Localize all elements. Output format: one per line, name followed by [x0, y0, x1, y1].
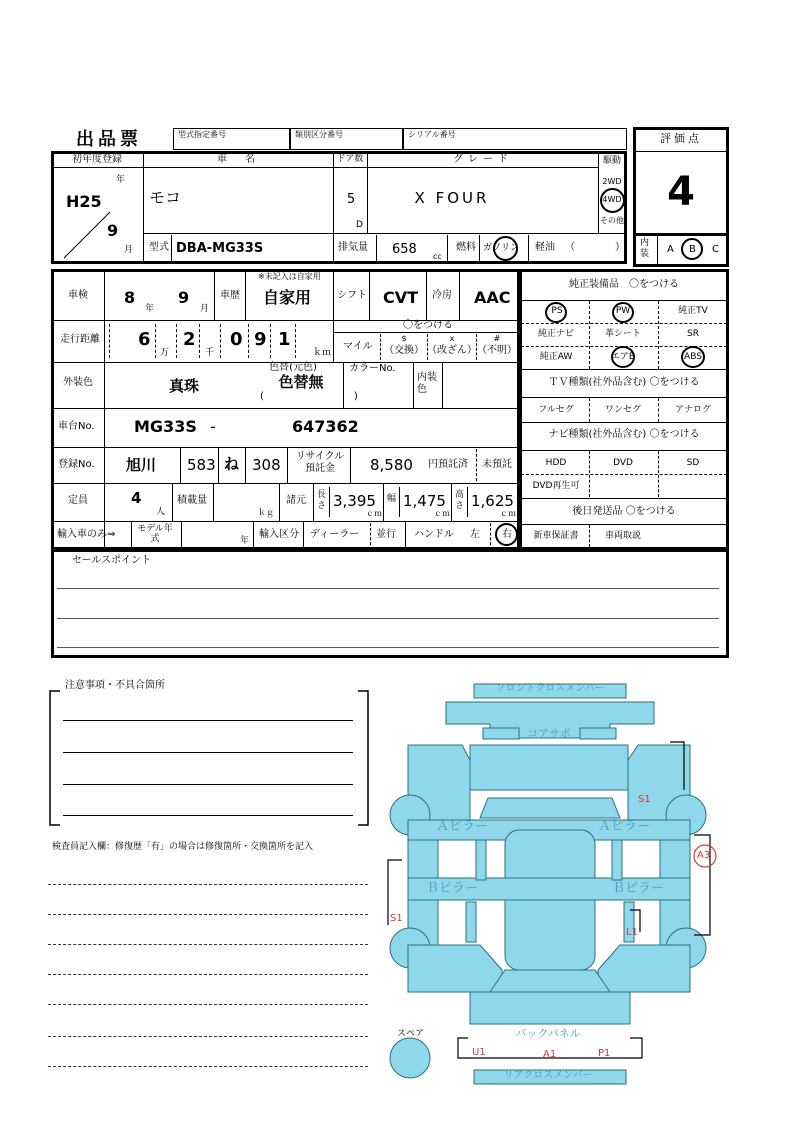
equip-airbag-circle: [611, 346, 635, 368]
details-block: [51, 269, 520, 550]
mileage-digit-4: 9: [254, 329, 267, 350]
equip-sr[interactable]: SR: [687, 329, 699, 339]
mile-label[interactable]: マイル: [343, 341, 373, 352]
score-value: 4: [667, 169, 695, 215]
grade-label: グレード: [453, 154, 513, 165]
drive-4wd-circle: [600, 188, 625, 213]
displacement-unit: cc: [433, 252, 442, 261]
equip-aw[interactable]: 純正AW: [539, 352, 573, 362]
model-year-unit: 年: [240, 536, 250, 546]
year-unit: 年: [116, 175, 126, 185]
capacity-value: 4: [131, 489, 142, 507]
first-reg-label: 初年度登録: [72, 154, 122, 165]
ac-value: AAC: [474, 288, 511, 307]
length-value: 3,395: [333, 492, 376, 510]
reg-number: 308: [252, 456, 281, 474]
recycle-deposited[interactable]: 円預託済: [428, 459, 468, 470]
length-unit: ｃｍ: [366, 509, 382, 518]
shift-value: CVT: [383, 288, 419, 307]
tv-title: ＴＶ種類(社外品含む) 〇をつける: [548, 377, 700, 388]
navi-dvd[interactable]: DVD: [613, 458, 633, 468]
grade-value: X FOUR: [414, 189, 490, 207]
category-label: 類別区分番号: [295, 130, 343, 139]
height-unit: ｃｍ: [500, 509, 516, 518]
navi-sd[interactable]: SD: [686, 458, 700, 468]
inspection-month-unit: 月: [200, 304, 210, 314]
equip-abs[interactable]: ABS: [684, 352, 702, 362]
repaint-value: 色替無: [278, 373, 324, 391]
rear-left-quarter: [408, 945, 502, 992]
type-cert-label: 型式指定番号: [178, 130, 226, 139]
exterior-label: 外装色: [63, 377, 93, 388]
repaint-label: 色替(元色): [269, 362, 317, 373]
equip-tv[interactable]: 純正TV: [678, 306, 708, 316]
dollar-mark: $: [401, 334, 407, 343]
shift-label: シフト: [337, 290, 367, 301]
front-cross-member-label: フロントクロスメンバー: [495, 683, 605, 694]
damage-mark-a3: A3: [697, 850, 711, 861]
unknown-label[interactable]: （不明）: [477, 345, 517, 356]
ac-label: 冷房: [432, 290, 452, 301]
core-support-label: コアサポ: [527, 727, 571, 740]
load-label: 積載量: [177, 495, 207, 506]
chassis-dash: -: [210, 417, 216, 436]
model-label: 型式: [149, 242, 169, 253]
a-pillar-left-label: Ａピラー: [436, 819, 489, 834]
fuel-value[interactable]: ガソリン: [483, 243, 520, 253]
mileage-digit-2: 2: [183, 329, 196, 350]
chassis-number: 647362: [292, 417, 359, 436]
equip-airbag[interactable]: エアB: [610, 352, 636, 362]
paren-open: （: [565, 242, 575, 253]
first-reg-year: H25: [66, 192, 102, 211]
equip-pw-circle: [612, 302, 634, 323]
displacement-label: 排気量: [338, 242, 368, 253]
later-manual[interactable]: 車両取説: [604, 531, 642, 541]
trunk-floor: [490, 970, 610, 992]
back-panel-shape: [470, 992, 630, 1024]
car-name-label: 車 名: [217, 154, 259, 165]
fuel-label: 燃料: [456, 242, 476, 253]
drive-4wd[interactable]: 4WD: [602, 195, 622, 204]
inspection-month: 9: [178, 288, 190, 307]
interior-color-label: 内装色: [417, 372, 437, 395]
hood-area: [470, 745, 628, 790]
tv-oneseg[interactable]: ワンセグ: [604, 405, 642, 415]
drive-other[interactable]: その他: [600, 216, 624, 225]
b-pillar-left-label: Ｂピラー: [426, 881, 479, 896]
paren-close: ）: [615, 242, 625, 253]
first-reg-month: 9: [107, 221, 119, 240]
reg-class: 583: [187, 456, 216, 474]
inspector-label: 検査員記入欄：修復歴「有」の場合は修復箇所・交換箇所を記入: [52, 842, 314, 852]
mileage-digit-1: 6: [138, 329, 151, 350]
rear-right-quarter: [598, 945, 690, 992]
equip-ps-circle: [545, 302, 567, 323]
import-type-label: 輸入区分: [259, 529, 299, 540]
tv-analog[interactable]: アナログ: [674, 405, 712, 415]
handle-left[interactable]: 左: [470, 529, 480, 540]
interior-b-circle: [681, 238, 703, 260]
equip-ps[interactable]: PS: [551, 306, 563, 316]
doors-unit: D: [356, 220, 363, 230]
length-label: 長さ: [317, 490, 327, 511]
spare-label: スペア: [397, 1029, 425, 1039]
exterior-value: 真珠: [169, 377, 200, 395]
b-pillar-right-label: Ｂピラー: [612, 881, 665, 896]
car-name: モコ: [149, 188, 182, 207]
mileage-digit-3: 0: [230, 329, 243, 350]
drive-2wd[interactable]: 2WD: [602, 177, 622, 186]
height-label: 高さ: [455, 490, 465, 511]
tampered-label[interactable]: （改ざん）: [427, 345, 477, 356]
inspection-year: 8: [124, 288, 136, 307]
interior-b[interactable]: B: [689, 244, 696, 255]
load-unit: ｋｇ: [258, 508, 274, 517]
tv-fullseg[interactable]: フルセグ: [538, 405, 574, 415]
repaint-paren: ( ): [260, 391, 358, 402]
km-unit: ｋｍ: [313, 348, 332, 358]
import-label: 輸入車のみ⇒: [57, 529, 116, 540]
history-value: 自家用: [263, 288, 312, 307]
height-value: 1,625: [471, 492, 514, 510]
chassis-prefix: MG33S: [134, 417, 197, 436]
damage-mark-p1: P1: [598, 1048, 611, 1059]
damage-mark-a1: A1: [543, 1049, 557, 1060]
month-unit: 月: [124, 245, 134, 255]
serial-label: シリアル番号: [408, 130, 456, 139]
model-year-label: モデル年式: [137, 524, 173, 544]
inspection-year-unit: 年: [145, 304, 155, 314]
later-title: 後日発送品 〇をつける: [572, 506, 676, 517]
sen-unit: 千: [205, 348, 215, 358]
dealer-option[interactable]: ディーラー: [310, 529, 360, 540]
back-panel-label: バックパネル: [515, 1027, 581, 1040]
navi-title: ナビ種類(社外品含む) 〇をつける: [548, 429, 700, 440]
fuel-gasoline-circle: [493, 236, 518, 261]
sales-point-box: [51, 549, 729, 658]
recycle-pending[interactable]: 未預託: [482, 459, 512, 470]
equip-abs-circle: [681, 346, 705, 368]
damage-mark-s1-left: S1: [390, 913, 403, 924]
sales-point-label: セールスポイント: [72, 555, 152, 566]
doors-value: 5: [346, 192, 356, 207]
equip-navi[interactable]: 純正ナビ: [537, 329, 575, 339]
x-mark: x: [449, 334, 455, 343]
a-pillar-right-label: Ａピラー: [598, 819, 651, 834]
equipment-title: 純正装備品 〇をつける: [569, 279, 679, 290]
history-note: ※未記入は自家用: [258, 272, 321, 281]
damage-mark-u1: U1: [472, 1047, 486, 1058]
reg-area: 旭川: [126, 456, 157, 474]
doors-label: ドア数: [336, 154, 364, 164]
handle-label: ハンドル: [414, 529, 454, 540]
reg-label: 登録No.: [58, 459, 95, 470]
inspection-label: 車検: [68, 290, 88, 301]
handle-right-circle: [495, 523, 518, 546]
later-warranty[interactable]: 新車保証書: [533, 531, 579, 541]
displacement-value: 658: [392, 242, 417, 257]
exchanged-label[interactable]: （交換）: [384, 345, 424, 356]
recycle-amount: 8,580: [370, 456, 413, 474]
caution-label: 注意事項・不具合箇所: [65, 680, 165, 691]
navi-dvd-play[interactable]: DVD再生可: [532, 481, 580, 491]
interior-a[interactable]: A: [667, 244, 674, 255]
mileage-digit-5: 1: [278, 329, 291, 350]
chassis-label: 車台No.: [58, 421, 95, 432]
navi-hdd[interactable]: HDD: [545, 458, 567, 468]
parallel-option[interactable]: 並行: [376, 529, 396, 540]
color-no-label: カラーNo.: [349, 363, 396, 374]
mileage-label: 走行距離: [60, 334, 100, 345]
man-unit: 万: [160, 348, 170, 358]
model-value: DBA-MG33S: [176, 241, 264, 256]
width-value: 1,475: [403, 492, 446, 510]
equip-leather[interactable]: 革シート: [604, 329, 642, 339]
equip-pw[interactable]: PW: [615, 306, 631, 316]
diagonal-slash: [62, 210, 112, 260]
score-label: 評価点: [660, 132, 702, 145]
light-oil-label[interactable]: 軽油: [535, 242, 555, 253]
capacity-label: 定員: [68, 495, 88, 506]
spare-tire: [390, 1038, 430, 1078]
interior-c[interactable]: C: [712, 244, 719, 255]
cowl-area: [480, 798, 620, 818]
circle-note: 〇をつける: [403, 320, 453, 331]
damage-mark-s1-front-right: S1: [638, 794, 651, 805]
rear-cross-member-label: リアクロスメンバー: [503, 1070, 593, 1081]
history-label: 車歴: [220, 290, 240, 301]
caution-bracket: [48, 685, 370, 835]
recycle-label: リサイクル預託金: [295, 451, 345, 474]
handle-right[interactable]: 右: [502, 529, 512, 540]
spec-label: 諸元: [286, 495, 306, 506]
hash-mark: #: [493, 334, 501, 343]
width-label: 幅: [387, 494, 397, 504]
drive-label: 駆動: [602, 156, 622, 166]
width-unit: ｃｍ: [434, 509, 450, 518]
capacity-unit: 人: [156, 507, 166, 517]
damage-mark-l1: L1: [626, 927, 638, 938]
interior-label: 内装: [640, 238, 650, 259]
form-title: 出品票: [76, 129, 142, 150]
reg-kana: ね: [224, 455, 240, 473]
